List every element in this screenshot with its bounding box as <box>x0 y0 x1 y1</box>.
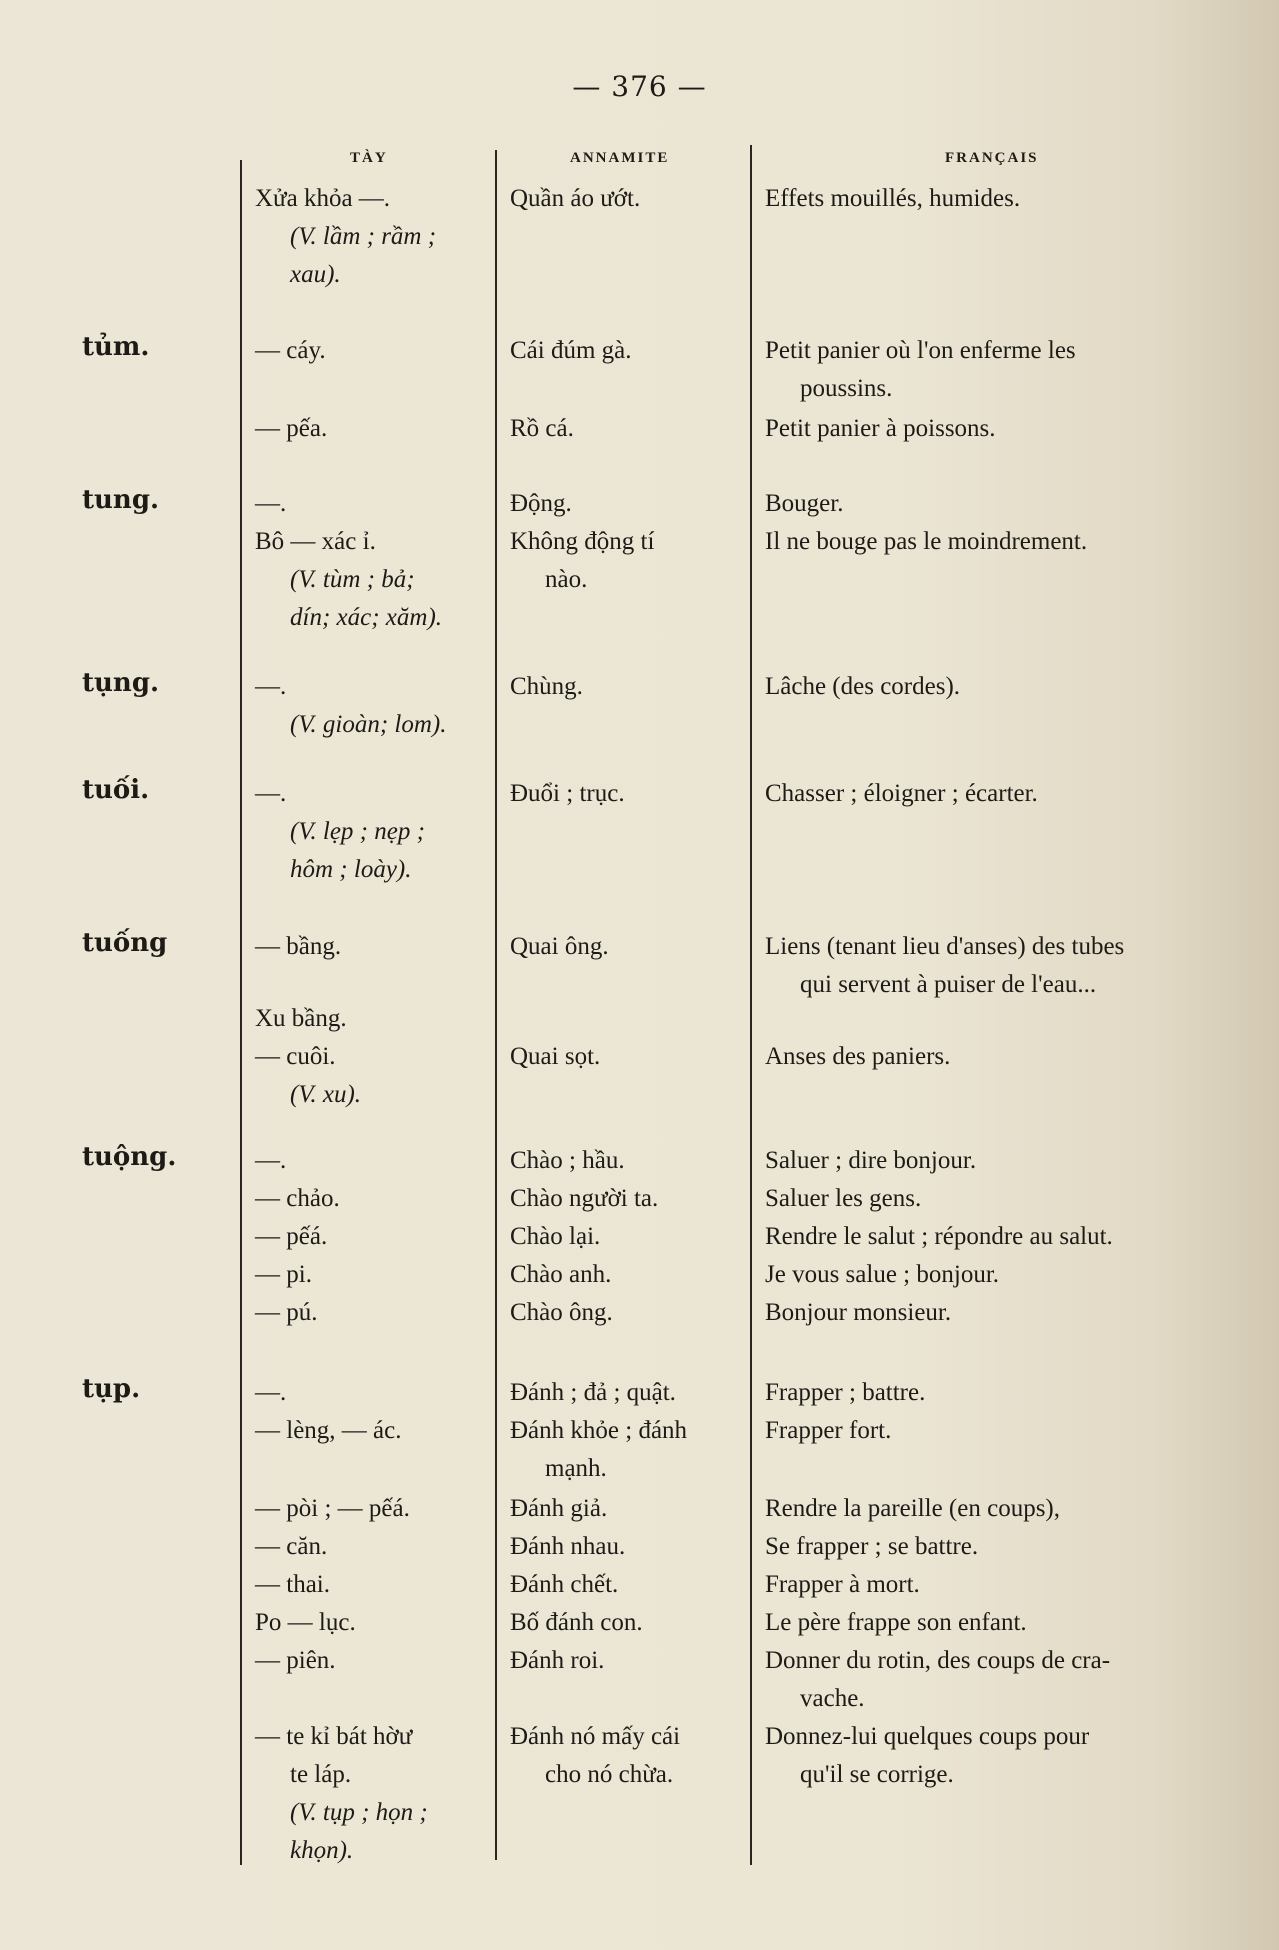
francais-line: poussins. <box>800 375 893 402</box>
annamite-cell <box>510 1142 760 1332</box>
annamite-line: cho nó chừa. <box>545 1761 674 1788</box>
tay-line: dín; xác; xăm). <box>290 604 443 631</box>
francais-line: Liens (tenant lieu d'anses) des tubes <box>765 933 1125 960</box>
column-rule-middle <box>495 150 497 1860</box>
annamite-line: nào. <box>545 566 588 593</box>
francais-line: Frapper à mort. <box>765 1571 920 1598</box>
annamite-line: Đuổi ; trục. <box>510 780 625 807</box>
francais-line: Frapper fort. <box>765 1417 892 1444</box>
tay-line: khọn). <box>290 1837 354 1864</box>
annamite-line: Chào anh. <box>510 1261 612 1288</box>
tay-line: — pếa. <box>255 415 328 442</box>
francais-line: Je vous salue ; bonjour. <box>765 1261 1000 1288</box>
page-number: — 376 — <box>572 70 707 103</box>
francais-line: Se frapper ; se battre. <box>765 1533 979 1560</box>
francais-line: vache. <box>800 1685 865 1712</box>
francais-line: Chasser ; éloigner ; écarter. <box>765 780 1038 807</box>
annamite-cell <box>510 180 760 218</box>
headword: tung. <box>82 485 160 515</box>
tay-cell <box>255 928 495 966</box>
tay-line: — bầng. <box>255 933 342 960</box>
tay-line: — cáy. <box>255 337 326 364</box>
tay-cell <box>255 410 495 448</box>
tay-line: (V. lầm ; rầm ; <box>290 223 437 250</box>
tay-cell <box>255 1142 495 1332</box>
annamite-cell <box>510 410 760 448</box>
annamite-line: Đánh giả. <box>510 1495 608 1522</box>
annamite-line: Không động tí <box>510 528 655 555</box>
tay-line: — pòi ; — pếá. <box>255 1495 410 1522</box>
francais-cell <box>765 928 1235 1004</box>
francais-cell <box>765 332 1235 408</box>
annamite-line: Cái đúm gà. <box>510 337 632 364</box>
tay-line: Po — lục. <box>255 1609 356 1636</box>
tay-line: —. <box>255 1379 287 1406</box>
francais-cell <box>765 1374 1235 1450</box>
annamite-line: Quai ông. <box>510 933 609 960</box>
annamite-cell <box>510 485 760 599</box>
francais-line: Donner du rotin, des coups de cra- <box>765 1647 1111 1674</box>
tay-line: —. <box>255 490 287 517</box>
francais-line: Anses des paniers. <box>765 1043 951 1070</box>
francais-cell <box>765 485 1235 561</box>
francais-cell <box>765 1000 1235 1076</box>
francais-line: Rendre la pareille (en coups), <box>765 1495 1061 1522</box>
tay-line: Xu bầng. <box>255 1005 347 1032</box>
francais-line: Bonjour monsieur. <box>765 1299 952 1326</box>
column-header-tay: TÀY <box>350 150 388 166</box>
annamite-line: Chùng. <box>510 673 583 700</box>
annamite-cell <box>510 928 760 966</box>
tay-line: (V. xu). <box>290 1081 362 1108</box>
francais-line: Le père frappe son enfant. <box>765 1609 1027 1636</box>
headword: tụng. <box>82 668 160 698</box>
annamite-cell <box>510 1000 760 1076</box>
annamite-line: Đánh roi. <box>510 1647 605 1674</box>
annamite-line: Đánh nó mấy cái <box>510 1723 681 1750</box>
headword: tuống <box>82 928 168 958</box>
tay-line: — cuôi. <box>255 1043 336 1070</box>
tay-line: —. <box>255 1147 287 1174</box>
francais-cell <box>765 1718 1235 1794</box>
francais-line: Donnez-lui quelques coups pour <box>765 1723 1090 1750</box>
annamite-line <box>510 1000 760 1038</box>
francais-line: Rendre le salut ; répondre au salut. <box>765 1223 1113 1250</box>
francais-line: Petit panier où l'on enferme les <box>765 337 1076 364</box>
annamite-line: Rồ cá. <box>510 415 574 442</box>
tay-line: — pếá. <box>255 1223 328 1250</box>
column-rule-left <box>240 160 242 1865</box>
column-header-francais: FRANÇAIS <box>945 150 1039 166</box>
tay-line: (V. gioàn; lom). <box>290 711 447 738</box>
tay-cell <box>255 668 495 744</box>
annamite-line: Đánh khỏe ; đánh <box>510 1417 688 1444</box>
francais-line: qui servent à puiser de l'eau... <box>800 971 1097 998</box>
tay-cell <box>255 1490 495 1680</box>
tay-line: —. <box>255 673 287 700</box>
tay-line: te láp. <box>290 1761 352 1788</box>
headword: tuộng. <box>82 1142 177 1172</box>
tay-line: (V. tùm ; bả; <box>290 566 415 593</box>
tay-cell <box>255 1718 495 1870</box>
francais-cell <box>765 1490 1235 1718</box>
francais-line: Bouger. <box>765 490 844 517</box>
tay-line: Xửa khỏa —. <box>255 185 391 212</box>
annamite-cell <box>510 668 760 706</box>
annamite-line: Chào ; hầu. <box>510 1147 625 1174</box>
tay-line: —. <box>255 780 287 807</box>
tay-line: (V. tụp ; họn ; <box>290 1799 428 1826</box>
headword: tụp. <box>82 1374 141 1404</box>
annamite-cell <box>510 1718 760 1794</box>
francais-line: Saluer ; dire bonjour. <box>765 1147 977 1174</box>
annamite-line: Đánh chết. <box>510 1571 619 1598</box>
tay-cell <box>255 332 495 370</box>
francais-line: Effets mouillés, humides. <box>765 185 1021 212</box>
annamite-cell <box>510 1490 760 1680</box>
tay-cell <box>255 1000 495 1114</box>
annamite-line: Quần áo ướt. <box>510 185 641 212</box>
francais-line: Frapper ; battre. <box>765 1379 926 1406</box>
tay-cell <box>255 1374 495 1450</box>
annamite-cell <box>510 1374 760 1488</box>
annamite-cell <box>510 775 760 813</box>
annamite-line: Đánh ; đả ; quật. <box>510 1379 676 1406</box>
annamite-line: Chào người ta. <box>510 1185 659 1212</box>
francais-line <box>765 1000 1235 1038</box>
tay-line: — te kỉ bát hờư <box>255 1723 413 1750</box>
annamite-line: Quai sọt. <box>510 1043 601 1070</box>
tay-line: (V. lẹp ; nẹp ; <box>290 818 425 845</box>
annamite-line: Đánh nhau. <box>510 1533 626 1560</box>
francais-line: qu'il se corrige. <box>800 1761 954 1788</box>
francais-cell <box>765 775 1235 813</box>
francais-cell <box>765 180 1235 218</box>
tay-line: — piên. <box>255 1647 336 1674</box>
francais-line: Il ne bouge pas le moindrement. <box>765 528 1088 555</box>
annamite-line: Động. <box>510 490 572 517</box>
headword: tuối. <box>82 775 150 805</box>
annamite-line: Chào ông. <box>510 1299 613 1326</box>
francais-line: Saluer les gens. <box>765 1185 922 1212</box>
francais-cell <box>765 410 1235 448</box>
tay-line: — thai. <box>255 1571 330 1598</box>
annamite-line: Chào lại. <box>510 1223 601 1250</box>
tay-cell <box>255 775 495 889</box>
tay-line: xau). <box>290 261 341 288</box>
francais-line: Lâche (des cordes). <box>765 673 961 700</box>
tay-line: hôm ; loày). <box>290 856 412 883</box>
tay-cell <box>255 485 495 637</box>
column-header-annamite: ANNAMITE <box>570 150 670 166</box>
tay-line: Bô — xác ỉ. <box>255 528 376 555</box>
tay-line: — căn. <box>255 1533 328 1560</box>
tay-line: — pú. <box>255 1299 318 1326</box>
tay-cell <box>255 180 495 294</box>
tay-line: — pi. <box>255 1261 312 1288</box>
francais-cell <box>765 668 1235 706</box>
tay-line: — chảo. <box>255 1185 340 1212</box>
headword: tủm. <box>82 332 150 362</box>
annamite-line: Bố đánh con. <box>510 1609 643 1636</box>
tay-line: — lèng, — ác. <box>255 1417 402 1444</box>
francais-cell <box>765 1142 1235 1332</box>
annamite-cell <box>510 332 760 370</box>
annamite-line: mạnh. <box>545 1455 607 1482</box>
francais-line: Petit panier à poissons. <box>765 415 996 442</box>
